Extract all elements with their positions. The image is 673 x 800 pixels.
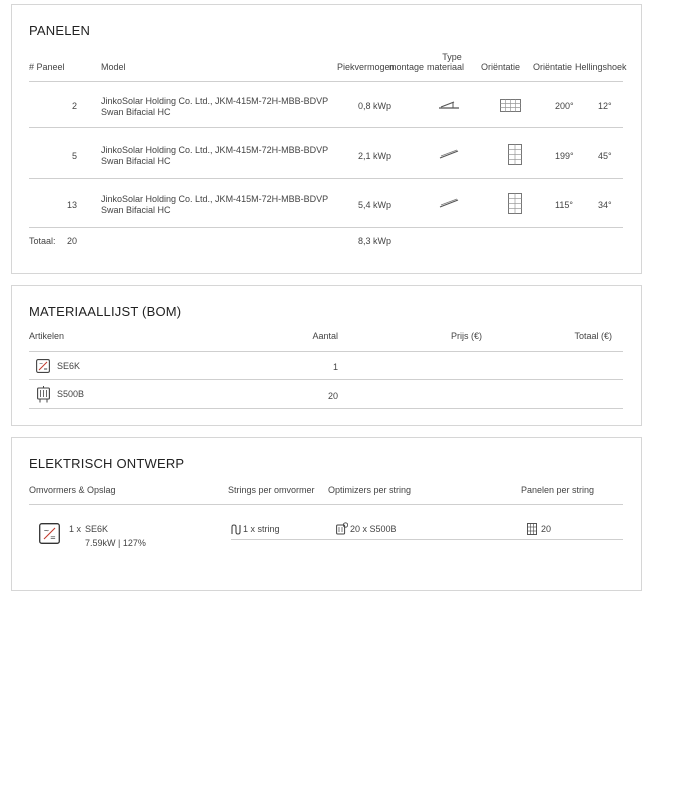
row-power: 5,4 kWp [358,200,392,210]
inverter-icon [39,523,60,544]
row-panel-count: 13 [66,200,77,210]
svg-text:~: ~ [39,361,44,368]
roof-mount-icon [438,148,460,160]
header-quantity: Aantal [312,331,338,341]
bom-item-name: S500B [57,389,85,399]
row-panel-count: 2 [71,101,77,111]
inverter-name: SE6K [85,524,109,534]
bom-item-qty: 1 [332,362,338,372]
header-price: Prijs (€) [451,331,482,341]
optimizer-icon [336,522,348,536]
row-azimuth: 115° [555,200,573,210]
total-count: 20 [67,236,78,246]
header-optimizers-per-string: Optimizers per string [328,485,412,495]
flat-mount-icon [438,98,460,110]
inverter-icon [36,359,50,373]
bom-item-name: SE6K [57,361,81,371]
row-azimuth: 199° [555,151,574,161]
bom-item-qty: 20 [327,391,338,401]
header-mounting: montage [389,62,425,72]
header-panel-number: # Paneel [29,62,65,72]
row-power: 0,8 kWp [358,101,392,111]
strings-value: 1 x string [243,524,280,534]
divider [29,504,623,505]
electrical-title: ELEKTRISCH ONTWERP [29,456,185,471]
svg-text:=: = [50,534,56,542]
row-tilt: 12° [598,101,612,111]
optimizer-icon [37,386,50,403]
divider [29,127,623,128]
total-label: Totaal: [29,236,56,246]
row-panel-count: 5 [71,151,77,161]
row-power: 2,1 kWp [358,151,392,161]
panelen-card [11,4,642,274]
header-orientation-2: Oriëntatie [533,62,573,72]
header-peak-power: Piekvermogen [337,62,395,72]
row-model-line1: JinkoSolar Holding Co. Ltd., JKM-415M-72H-MBB-BDVP [101,96,329,106]
header-model: Model [101,62,126,72]
header-tilt: Hellingshoek [575,62,627,72]
divider [29,408,623,409]
divider [231,539,623,540]
panel-grid-icon [527,523,537,535]
divider [29,227,623,228]
row-model-line2: Swan Bifacial HC [101,205,171,215]
panels-value: 20 [541,524,552,534]
divider [29,178,623,179]
svg-text:=: = [43,366,48,373]
optimizers-value: 20 x S500B [350,524,397,534]
svg-text:~: ~ [43,527,50,535]
landscape-panel-icon [500,99,521,112]
header-orientation: Oriëntatie [481,62,521,72]
electrical-card [11,437,642,591]
panelen-title: PANELEN [29,23,91,38]
header-inverters-storage: Omvormers & Opslag [29,485,116,495]
row-azimuth: 200° [555,101,574,111]
row-tilt: 34° [598,200,612,210]
header-total: Totaal (€) [574,331,612,341]
divider [29,81,623,82]
bom-title: MATERIAALLIJST (BOM) [29,304,182,319]
divider [29,379,623,380]
header-panels-per-string: Panelen per string [521,485,595,495]
roof-mount-icon [438,197,460,209]
header-type-material: materiaal [427,62,465,72]
bom-card [11,285,642,426]
portrait-panel-icon [508,193,522,214]
row-model-line1: JinkoSolar Holding Co. Ltd., JKM-415M-72H-MBB-BDVP [101,145,329,155]
header-strings-per-inverter: Strings per omvormer [228,485,315,495]
row-model-line1: JinkoSolar Holding Co. Ltd., JKM-415M-72H-MBB-BDVP [101,194,329,204]
portrait-panel-icon [508,144,522,165]
inverter-detail: 7.59kW | 127% [85,538,146,548]
row-model-line2: Swan Bifacial HC [101,156,171,166]
string-icon [231,524,241,535]
divider [29,351,623,352]
row-model-line2: Swan Bifacial HC [101,107,171,117]
total-power: 8,3 kWp [358,236,392,246]
header-type-top: Type [442,52,462,62]
inverter-count: 1 x [69,524,82,534]
header-articles: Artikelen [29,331,65,341]
row-tilt: 45° [598,151,612,161]
